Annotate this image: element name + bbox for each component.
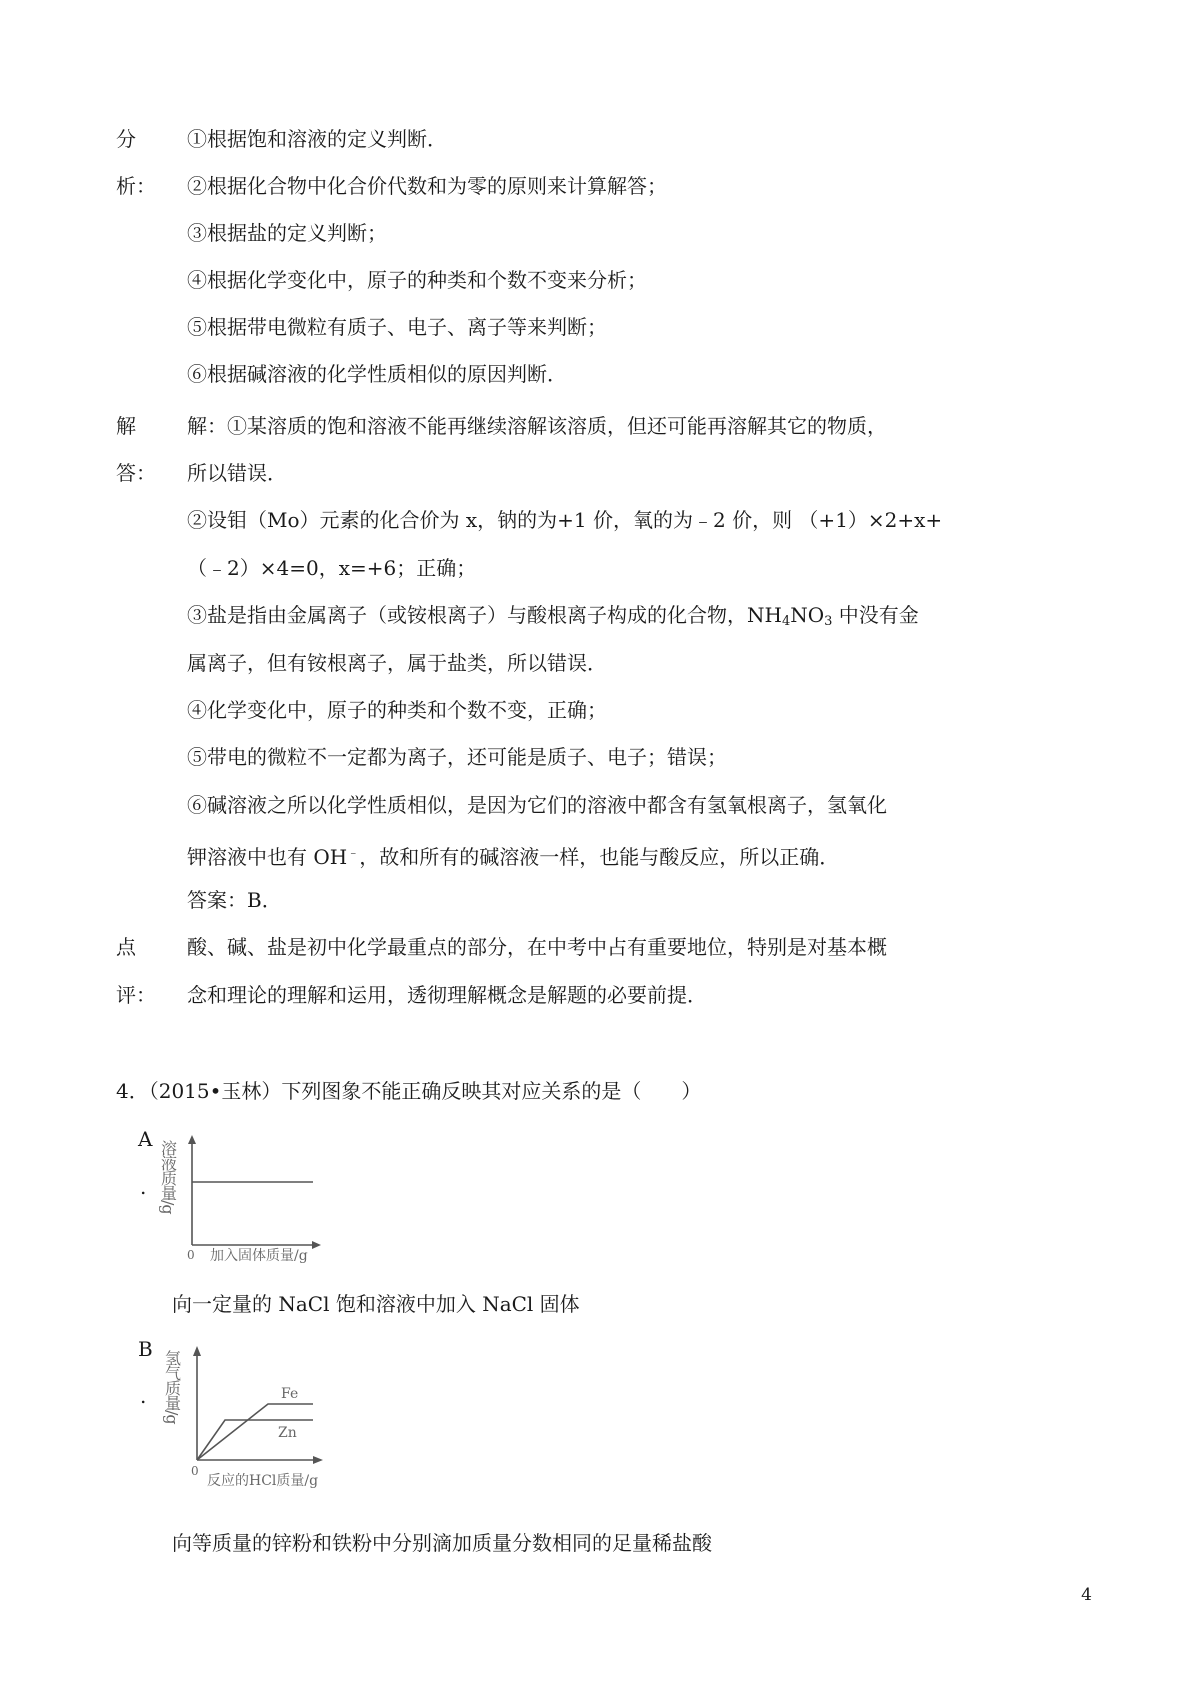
- analysis-label-1: 分: [116, 127, 136, 151]
- solution-line-nh4no3: [187, 600, 919, 637]
- analysis-line: ①根据饱和溶液的定义判断．: [187, 127, 447, 151]
- option-a-letter: A: [138, 1127, 153, 1151]
- comment-line: 念和理论的理解和运用，透彻理解概念是解题的必要前提．: [187, 983, 707, 1007]
- question-stem: 4．（2015•玉林）下列图象不能正确反映其对应关系的是（ ）: [116, 1079, 702, 1103]
- option-a-dot: .: [140, 1175, 147, 1199]
- solution-line: （﹣2）×4=0，x=+6；正确；: [187, 556, 477, 580]
- analysis-line: ⑥根据碱溶液的化学性质相似的原因判断．: [187, 362, 567, 386]
- solution-line: 解：①某溶质的饱和溶液不能再继续溶解该溶质，但还可能再溶解其它的物质，: [187, 414, 887, 438]
- solution-label-1: 解: [116, 414, 136, 438]
- analysis-label-2: 析：: [116, 174, 156, 198]
- option-b-y-label: 氢气质量/g: [162, 1350, 182, 1424]
- option-b-x-label: 反应的HCl质量/g: [207, 1473, 319, 1489]
- option-a-x-label: 加入固体质量/g: [210, 1248, 308, 1264]
- option-b-origin: 0: [191, 1464, 199, 1478]
- solution-line: ②设钼（Mo）元素的化合价为 x，钠的为+1 价，氧的为﹣2 价，则 （+1）×2+x+: [187, 508, 943, 532]
- series-fe-label: Fe: [281, 1386, 299, 1402]
- option-a-y-label: 溶液质量/g: [158, 1140, 178, 1214]
- y-axis-arrow: [188, 1135, 196, 1144]
- solution-label-2: 答：: [116, 461, 156, 485]
- solution-line-oh: [187, 837, 839, 872]
- page-number: 4: [1081, 1585, 1092, 1605]
- superscript: ﹣: [347, 845, 360, 859]
- solution-line: ⑥碱溶液之所以化学性质相似，是因为它们的溶液中都含有氢氧根离子，氢氧化: [187, 793, 887, 817]
- solution-line: ⑤带电的微粒不一定都为离子，还可能是质子、电子；错误；: [187, 745, 727, 769]
- analysis-line: ②根据化合物中化合价代数和为零的原则来计算解答；: [187, 174, 667, 198]
- solution-line: 所以错误．: [187, 461, 287, 485]
- option-b-letter: B: [138, 1337, 153, 1361]
- option-a-caption: 向一定量的 NaCl 饱和溶液中加入 NaCl 固体: [172, 1292, 580, 1316]
- option-b-dot: .: [140, 1384, 147, 1408]
- text-segment: ③盐是指由金属离子（或铵根离子）与酸根离子构成的化合物，NH: [187, 603, 782, 627]
- x-axis-arrow: [312, 1241, 321, 1249]
- analysis-line: ⑤根据带电微粒有质子、电子、离子等来判断；: [187, 315, 607, 339]
- comment-label-2: 评：: [116, 983, 156, 1007]
- option-a-origin: 0: [187, 1248, 195, 1262]
- option-b-graph: [162, 1340, 360, 1490]
- comment-label-1: 点: [116, 935, 136, 959]
- comment-line: 酸、碱、盐是初中化学最重点的部分，在中考中占有重要地位，特别是对基本概: [187, 935, 887, 959]
- analysis-line: ④根据化学变化中，原子的种类和个数不变来分析；: [187, 268, 647, 292]
- analysis-line: ③根据盐的定义判断；: [187, 221, 387, 245]
- subscript: 3: [824, 614, 833, 629]
- option-b-caption: 向等质量的锌粉和铁粉中分别滴加质量分数相同的足量稀盐酸: [172, 1531, 712, 1555]
- option-a-graph: [158, 1125, 335, 1264]
- text-segment: ，故和所有的碱溶液一样，也能与酸反应，所以正确．: [359, 845, 840, 869]
- series-zn-label: Zn: [278, 1425, 297, 1441]
- x-axis-arrow: [313, 1456, 323, 1464]
- solution-line: ④化学变化中，原子的种类和个数不变，正确；: [187, 698, 607, 722]
- text-segment: NO: [790, 603, 825, 627]
- text-segment: 钾溶液中也有 OH: [187, 845, 348, 869]
- subscript: 4: [781, 614, 791, 629]
- y-axis-arrow: [193, 1346, 201, 1356]
- solution-line: 属离子，但有铵根离子，属于盐类，所以错误．: [187, 651, 607, 675]
- answer-line: 答案：B．: [187, 888, 282, 912]
- text-segment: 中没有金: [832, 603, 919, 627]
